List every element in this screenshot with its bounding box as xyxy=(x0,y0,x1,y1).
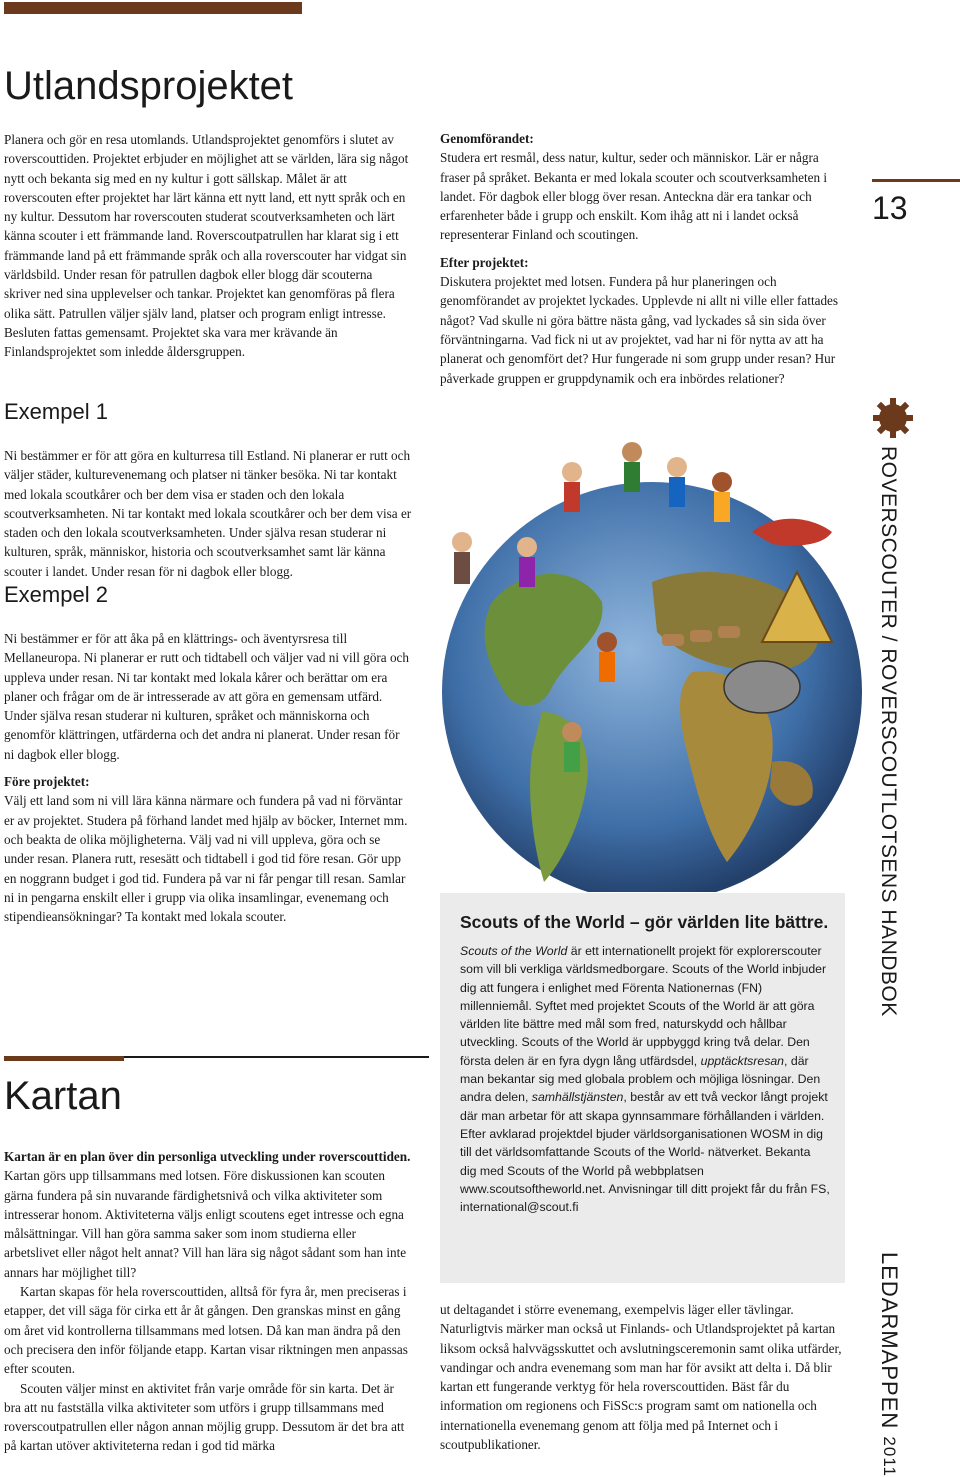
scouts-of-the-world-box xyxy=(440,893,845,1283)
kartan-lead: Kartan är en plan över din personliga utveckling under roverscouttiden. xyxy=(4,1149,411,1164)
box-italic-2: upptäcktsresan xyxy=(700,1053,785,1068)
kartan-continuation xyxy=(440,1300,845,1454)
example2-heading: Exempel 2 xyxy=(4,582,108,607)
sidebar-section-title: ROVERSCOUTER / ROVERSCOUTLOTSENS HANDBOK xyxy=(877,446,900,1017)
page-title: Utlandsprojektet xyxy=(4,64,294,108)
box-text-3: , består av ett två veckor långt projekt där man arbetar för att skapa gynnsammare förhållanden i världen. Efter avklarad projektdel bjuder världsorganisationen WOSM in dig till det världsomfattande Scouts of the World- nätverket. Bekanta dig med Scouts of the World på webbplatsen www.scoutsoftheworld.net. Anvisningar till ditt projekt får du från FS, international@scout.fi xyxy=(460,1090,830,1215)
example2-block xyxy=(4,629,412,926)
box-content xyxy=(460,913,830,1216)
page-number-rule xyxy=(872,179,960,182)
gear-icon xyxy=(873,398,913,438)
example1-heading: Exempel 1 xyxy=(4,399,108,424)
box-text-1: är ett internationellt projekt för explorerscouter som vill bli verkliga världsmedborgare. Scouts of the World inbjuder dig att fungera i enlighet med Förenta Nationernas (FN) millenniemål. Syftet med projektet Scouts of the World är att göra världen lite bättre med mål som fred, naturskydd och hållbar utveckling. Scouts of the World är uppbyggd kring två delar. Den första delen är en fyra dygn lång utfärdsdel, xyxy=(460,944,827,1068)
box-title: Scouts of the World – gör världen lite bättre. xyxy=(460,912,829,932)
kartan-heading: Kartan xyxy=(4,1074,122,1118)
globe-illustration xyxy=(432,412,872,892)
example1-paragraph: Ni bestämmer er för att göra en kulturresa till Estland. Ni planerar er rutt och väljer städer, kulturevenemang och platser ni tänker besöka. Ni tar kontakt med lokala scoutkårer och ber dem visa er staden och den lokala scoutverksamheten. Ni tar kontakt med lokala scoutkårer och ber dem visa er staden och den lokala scoutverksamheten. Under själva resan studerar ni kulturen, språk, människor, historia och scoutverksamhet samt lär känna scouter i landet. Under resan för ni dagbok eller blogg. xyxy=(4,448,412,579)
kartan-continuation-paragraph: ut deltagandet i större evenemang, exempelvis läger eller tävlingar. Naturligtvis märker man också ut Finlands- och Utlandsprojektet på kartan liksom också halvvägsskuttet och avslutningsceremonin samt olika utfärder, vandingar och andra evenemang som man har för avsikt att delta i. Då blir kartan ett fungerande verktyg för hela roverscouttiden. Bäst får du information om regionens och FiSSc:s program samt om nationella och internationella evenemang genom att följa med på Internet och i scoutpublikationer. xyxy=(440,1302,842,1453)
box-text-2: , där man bekantar sig med globala problem och möjliga lösningar. Den andra delen, xyxy=(460,1053,821,1105)
example2-paragraph: Ni bestämmer er för att åka på en klättrings- och äventyrsresa till Mellaneuropa. Ni planerar er rutt och tidtabell och väljer vad ni vill göra och uppleva under resan. Ni tar kontakt med lokala kårer och berättar om era planer och frågar om de är intresserade av att göra en gemensam utfärd. Under själva resan studerar ni kulturen, språket och människorna och genomför klättringen, utfärderna och det andra ni planerat. Under resan för ni dagbok eller blogg. xyxy=(4,631,410,762)
during-paragraph: Studera ert resmål, dess natur, kultur, seder och människor. Lär er några fraser på språket. Bekanta er med lokala scouter och scoutverksamheten i landet. För dagbok eller blogg över resan. Anteckna där era tankar och erfarenheter både i grupp och enskilt. Kom ihåg att ni i landet också representerar Finland och scoutingen. xyxy=(440,150,828,243)
header-accent-bar xyxy=(4,2,302,14)
left-column-top xyxy=(4,130,412,362)
kartan-rule-accent xyxy=(4,1056,124,1061)
example1-block xyxy=(4,446,412,581)
kartan-block xyxy=(4,1147,412,1456)
kartan-paragraph-2: Kartan skapas för hela roverscouttiden, alltså för fyra år, men preciseras i etapper, det vill säga för cirka ett år åt gången. Den granskas minst en gång om året vid kontrollerna tillsammans med lotsen. Då kan man ändra på den och precisera den inför följande etapp. Kartan visar riktningen men anpassas efter scouten. xyxy=(4,1284,408,1377)
kartan-paragraph-1 xyxy=(4,1147,412,1282)
kartan-paragraph-3: Scouten väljer minst en aktivitet från varje område för sin karta. Det är bra att nu fastställa vilka aktiviteter som utförs i grupp tillsammans med roverscoutpatrullen eller någon annan möjlig grupp. Dessutom är det bra att på kartan utöver aktiviteterna redan i god tid märka xyxy=(4,1380,405,1454)
book-title: LEDARMAPPEN xyxy=(877,1252,902,1430)
box-italic-1: Scouts of the World xyxy=(460,944,568,958)
after-paragraph: Diskutera projektet med lotsen. Fundera på hur planeringen och genomförandet av projektet lyckades. Upplevde ni allt ni ville eller fattades något? Vad skulle ni göra bättre nästa gång, vad lyckades så sin sida över förväntningarna. Vad fick ni ut av projektet, vad har ni för nytta av att ha planerat och genomfört det? Hur fungerade ni som grupp under resan? Hur påverkade gruppen er gruppdynamik och era inbördes relationer? xyxy=(440,274,839,386)
box-paragraph xyxy=(460,942,830,1216)
before-heading: Före projektet: xyxy=(4,774,90,790)
sidebar-book-title xyxy=(876,1252,902,1477)
right-column-top xyxy=(440,129,845,388)
kartan-rule xyxy=(124,1056,429,1058)
kartan-text-1: Kartan görs upp tillsammans med lotsen. Före diskussionen kan scouten gärna fundera på sin nuvarande färdighetsnivå och vilka aktiviteter som intresserar honom. Aktiviteterna väljs enligt scoutens eget intresse och egna målsättningar. Vill han göra samma saker som inom studierna eller arbetslivet eller något helt annat? Vill han lära sig något sådant som han inte annars har möjlighet till? xyxy=(4,1168,407,1280)
page-number: 13 xyxy=(872,190,908,226)
book-year: 2011 xyxy=(880,1436,899,1477)
elephant-drawing xyxy=(724,661,800,713)
during-heading: Genomförandet: xyxy=(440,131,534,146)
before-paragraph: Välj ett land som ni vill lära känna närmare och fundera på vad ni förväntar er av projektet. Studera på förhand landet med hjälp av böcker, Internet mm. och beakta de olika möjligheterna. Välj vad ni vill uppleva, göra och se under resan. Planera rutt, resesätt och tidtabell i god tid före resan. Gör upp en noggrann budget i god tid. Fundera på var ni får pengar till resan. Samlar ni in pengarna enskilt eller i grupp via olika insamlingar, evenemang och stipendieansökningar? Ta kontakt med lokala scouter. xyxy=(4,793,408,925)
box-italic-3: samhällstjänsten xyxy=(531,1090,624,1105)
after-heading: Efter projektet: xyxy=(440,254,529,270)
intro-paragraph: Planera och gör en resa utomlands. Utlandsprojektet genomförs i slutet av roverscouttiden. Projektet erbjuder en möjlighet att se världen, lära sig något nytt och bekanta sig med en ny kultur i gott sällskap. Målet är att roverscouten efter projektet har lärt känna ett nytt land, ett nytt språk och en ny kultur. Dessutom har roverscouten studerat scoutverksamheten och lärt känna scouter i ett främmande land. Roverscoutpatrullen har klarat sig i ett främmande land på ett främmande språk och alla roverscouter har vidgat sin världsbild. Under resan för patrullen dagbok eller blogg där scouterna skriver ned sina upplevelser och tankar. Projektet kan genomföras på flera olika sätt. Patrullen väljer själv land, platser och program enligt intresse. Besluten fattas gemensamt. Projektet ska vara mer krävande än Finlandsprojektet som inledde åldersgruppen. xyxy=(4,132,409,360)
